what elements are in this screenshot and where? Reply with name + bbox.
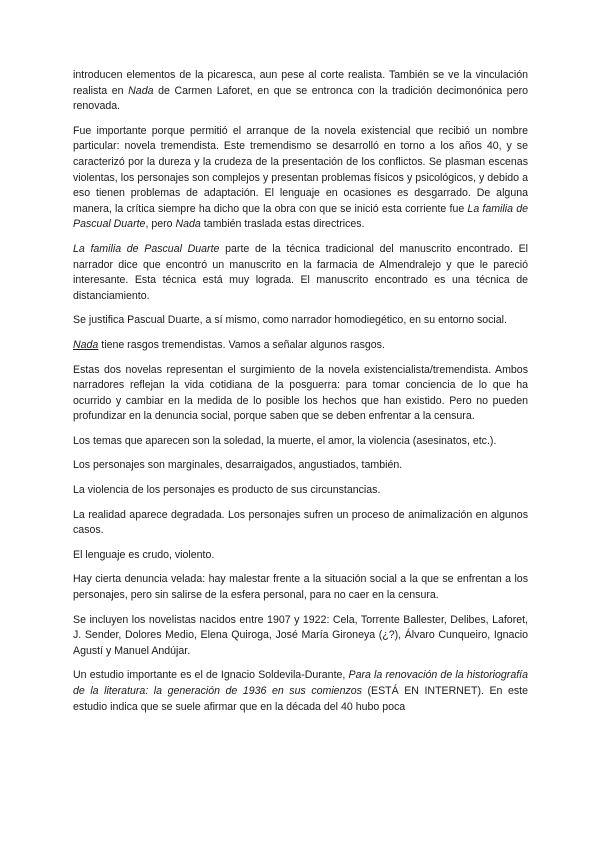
paragraph-p4 [73, 313, 528, 329]
text-run: Los temas que aparecen son la soledad, la muerte, el amor, la violencia (asesinatos, etc.). [73, 434, 497, 447]
text-run: , pero [145, 218, 176, 231]
paragraph-p14 [73, 668, 528, 715]
italic-text: La familia de Pascual Duarte [73, 242, 220, 255]
text-run: (ESTÁ EN INTERNET). En este estudio indica que se suele afirmar que en la década del 40 hubo poca [73, 685, 528, 713]
paragraph-p12 [73, 572, 528, 603]
text-run: tiene rasgos tremendistas. Vamos a señalar algunos rasgos. [98, 338, 385, 351]
paragraph-p9 [73, 483, 528, 499]
italic-text: Nada [128, 84, 154, 97]
text-run: El lenguaje es crudo, violento. [73, 548, 215, 561]
text-run: La violencia de los personajes es producto de sus circunstancias. [73, 484, 381, 497]
text-run: Los personajes son marginales, desarraigados, angustiados, también. [73, 459, 403, 472]
paragraph-p1 [73, 68, 528, 115]
italic-text: Para la renovación de la historiografía de la literatura: la generación de 1936 en sus comienzos [73, 669, 528, 697]
paragraph-p13 [73, 613, 528, 660]
text-run: también traslada estas directrices. [200, 218, 365, 231]
text-run: parte de la técnica tradicional del manuscrito encontrado. El narrador dice que encontró un manuscrito en la farmacia de Almendralejo y que le pareció interesante. Esta técnica está muy lograda. El manuscrito encontrado es una técnica de distanciamiento. [73, 242, 528, 302]
text-run: Fue importante porque permitió el arranque de la novela existencial que recibió un nombre particular: novela tremendista. Este tremendismo se desarrolló en torno a los años 40, y se caracterizó por la dureza y la crudeza de la presentación de los conflictos. Se plasman escenas violentas, los personajes son complejos y presentan problemas físicos y psicológicos, y debido a eso tienen problemas de adaptación. El lenguaje en ocasiones es desgarrado. De alguna manera, la crítica siempre ha dicho que la obra con que se inició esta corriente fue [73, 124, 528, 215]
paragraph-p6 [73, 363, 528, 425]
text-run: Hay cierta denuncia velada: hay malestar frente a la situación social a la que se enfrentan a los personajes, pero sin salirse de la esfera personal, para no caer en la censura. [73, 573, 528, 602]
text-run: Un estudio importante es el de Ignacio Soldevila-Durante, [73, 669, 349, 682]
paragraph-p11 [73, 548, 528, 564]
text-run: Se justifica Pascual Duarte, a sí mismo, como narrador homodiegético, en su entorno social. [73, 314, 507, 327]
paragraph-p8 [73, 458, 528, 474]
text-run: introducen elementos de la picaresca, aun pese al corte realista. También se ve la vinculación realista en [73, 69, 528, 97]
italic-text: La familia de Pascual Duarte [73, 202, 528, 231]
paragraph-p2 [73, 124, 528, 233]
paragraph-p3 [73, 242, 528, 304]
document-page [73, 68, 528, 724]
italic-text: Nada [73, 338, 99, 351]
paragraph-p10 [73, 508, 528, 539]
italic-text: Nada [175, 218, 201, 231]
text-run: La realidad aparece degradada. Los personajes sufren un proceso de animalización en algunos casos. [73, 508, 528, 537]
paragraph-p5 [73, 338, 528, 354]
paragraph-p7 [73, 434, 528, 450]
text-run: Estas dos novelas representan el surgimiento de la novela existencialista/tremendista. Ambos narradores reflejan la vida cotidiana de la posguerra: para tomar conciencia de lo que ha ocurrido y cambiar en la medida de lo posible los hechos que han existido. Pero no pueden profundizar en la denuncia social, porque saben que se deben enfrentar a la censura. [73, 363, 528, 423]
text-run: Se incluyen los novelistas nacidos entre 1907 y 1922: Cela, Torrente Ballester, Delibes, Laforet, J. Sender, Dolores Medio, Elena Quiroga, José María Gironeya (¿?), Álvaro Cunqueiro, Ignacio Agustí y Manuel Andújar. [73, 613, 528, 657]
text-run: de Carmen Laforet, en que se entronca con la tradición decimonónica pero renovada. [73, 84, 528, 113]
